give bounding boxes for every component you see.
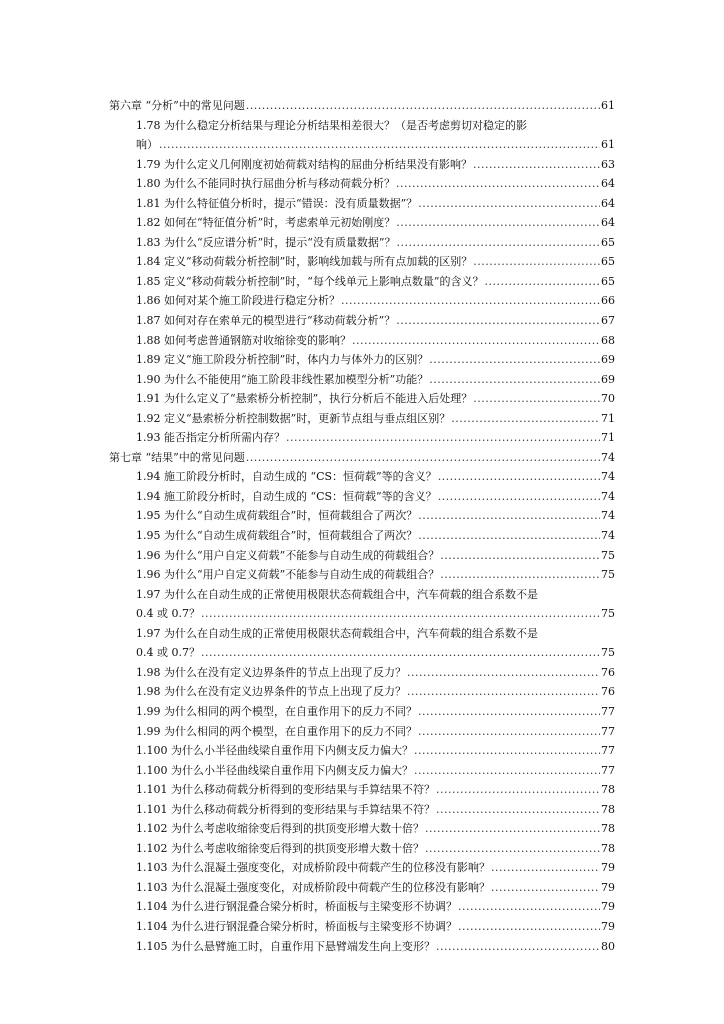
toc-item <box>109 839 615 859</box>
toc-entry-title: 1.96 为什么“用户自定义荷载”不能参与自动生成的荷载组合？ <box>136 568 440 582</box>
toc-leader-dots <box>414 741 600 761</box>
toc-leader-dots <box>407 663 600 683</box>
toc-item <box>109 722 615 742</box>
toc-entry-title: 1.105 为什么悬臂施工时，自重作用下悬臂端发生向上变形？ <box>136 939 435 953</box>
toc-leader-dots <box>418 194 600 214</box>
toc-item <box>109 213 615 233</box>
toc-page-number: 70 <box>601 392 615 406</box>
toc-leader-dots <box>418 702 600 722</box>
toc-chapter-heading <box>109 96 615 116</box>
toc-entry-title: 1.104 为什么进行钢混叠合梁分析时，桥面板与主梁变形不协调？ <box>136 900 457 914</box>
toc-item <box>109 409 615 429</box>
toc-entry-title: 1.102 为什么考虑收缩徐变后得到的拱顶变形增大数十倍？ <box>136 841 424 855</box>
toc-page-number: 77 <box>601 704 615 718</box>
toc-entry-title: 1.85 定义“移动荷载分析控制”时，“每个线单元上影响点数量”的含义？ <box>136 274 484 288</box>
toc-leader-dots <box>458 897 600 917</box>
toc-page-number: 78 <box>601 841 615 855</box>
toc-leader-dots <box>440 546 600 566</box>
toc-entry-title: 第七章 “结果”中的常见问题 <box>109 450 245 464</box>
toc-leader-dots <box>436 937 600 957</box>
toc-item <box>109 663 615 683</box>
toc-entry-title: 1.98 为什么在没有定义边界条件的节点上出现了反力？ <box>136 685 406 699</box>
toc-leader-dots <box>396 233 600 253</box>
toc-leader-dots <box>436 780 600 800</box>
toc-item <box>109 624 615 663</box>
toc-page-number: 75 <box>601 548 615 562</box>
toc-entry-title: 1.94 施工阶段分析时，自动生成的 “CS：恒荷载”等的含义？ <box>136 470 437 484</box>
toc-item <box>109 252 615 272</box>
toc-leader-dots <box>491 878 600 898</box>
toc-item <box>109 370 615 390</box>
toc-leader-dots <box>491 858 600 878</box>
toc-page-number: 78 <box>601 822 615 836</box>
toc-entry-title-continued: 0.4 或 0.7？ <box>136 607 200 621</box>
toc-page-number: 78 <box>601 802 615 816</box>
toc-entry-title: 1.81 为什么特征值分析时，提示“错误：没有质量数据”？ <box>136 196 418 210</box>
toc-page-number: 74 <box>601 450 615 464</box>
toc-item <box>109 291 615 311</box>
toc-page-number: 74 <box>601 489 615 503</box>
toc-entry-title: 1.83 为什么“反应谱分析”时，提示“没有质量数据”？ <box>136 235 396 249</box>
toc-page-number: 77 <box>601 744 615 758</box>
toc-page-number: 63 <box>601 157 615 171</box>
toc-item <box>109 780 615 800</box>
toc-entry-title: 1.97 为什么在自动生成的正常使用极限状态荷载组合中，汽车荷载的组合系数不是 <box>136 587 538 601</box>
toc-entry-title: 1.102 为什么考虑收缩徐变后得到的拱顶变形增大数十倍？ <box>136 822 424 836</box>
toc-entry-title: 1.97 为什么在自动生成的正常使用极限状态荷载组合中，汽车荷载的组合系数不是 <box>136 626 538 640</box>
toc-entry-title: 1.100 为什么小半径曲线梁自重作用下内侧支反力偏大？ <box>136 744 413 758</box>
toc-page-number: 76 <box>601 665 615 679</box>
toc-item <box>109 937 615 957</box>
toc-page-number: 65 <box>601 274 615 288</box>
toc-entry-title: 1.78 为什么稳定分析结果与理论分析结果相差很大？（是否考虑剪切对稳定的影 <box>136 118 527 132</box>
toc-leader-dots <box>201 604 600 624</box>
toc-entry-title: 1.101 为什么移动荷载分析得到的变形结果与手算结果不符？ <box>136 802 435 816</box>
toc-page-number: 77 <box>601 763 615 777</box>
toc-entry-title: 1.96 为什么“用户自定义荷载”不能参与自动生成的荷载组合？ <box>136 548 440 562</box>
toc-entry-title: 1.95 为什么“自动生成荷载组合”时，恒荷载组合了两次？ <box>136 529 418 543</box>
toc-leader-dots <box>473 252 600 272</box>
toc-leader-dots <box>438 487 600 507</box>
toc-entry-title: 1.91 为什么定义了“悬索桥分析控制”，执行分析后不能进入后处理？ <box>136 392 473 406</box>
toc-entry-title: 1.98 为什么在没有定义边界条件的节点上出现了反力？ <box>136 665 406 679</box>
toc-entry-title: 1.103 为什么混凝土强度变化，对成桥阶段中荷载产生的位移没有影响？ <box>136 880 490 894</box>
toc-item <box>109 702 615 722</box>
toc-item <box>109 761 615 781</box>
toc-item <box>109 546 615 566</box>
toc-leader-dots <box>407 682 600 702</box>
toc-entry-title: 1.92 定义“悬索桥分析控制数据”时，更新节点组与垂点组区别？ <box>136 411 451 425</box>
toc-entry-title: 1.93 能否指定分析所需内存？ <box>136 431 285 445</box>
toc-item <box>109 858 615 878</box>
toc-page-number: 69 <box>601 372 615 386</box>
toc-page-number: 79 <box>601 880 615 894</box>
toc-item <box>109 506 615 526</box>
toc-page-number: 79 <box>601 900 615 914</box>
toc-entry-title: 1.101 为什么移动荷载分析得到的变形结果与手算结果不符？ <box>136 783 435 797</box>
toc-page-number: 71 <box>601 431 615 445</box>
toc-leader-dots <box>418 506 600 526</box>
toc-leader-dots <box>159 135 600 155</box>
toc-page-number: 79 <box>601 861 615 875</box>
toc-entry-title: 1.99 为什么相同的两个模型，在自重作用下的反力不同？ <box>136 704 417 718</box>
toc-page-number: 64 <box>601 216 615 230</box>
toc-page-number: 61 <box>601 138 615 152</box>
toc-leader-dots <box>429 370 600 390</box>
toc-leader-dots <box>418 526 600 546</box>
toc-entry-title: 1.84 定义“移动荷载分析控制”时，影响线加载与所有点加载的区别？ <box>136 255 473 269</box>
toc-entry-title: 1.80 为什么不能同时执行屈曲分析与移动荷载分析？ <box>136 177 395 191</box>
toc-item <box>109 800 615 820</box>
toc-item <box>109 272 615 292</box>
toc-page-number: 66 <box>601 294 615 308</box>
toc-leader-dots <box>438 467 600 487</box>
toc-entry-title: 1.79 为什么定义几何刚度初始荷载对结构的屈曲分析结果没有影响？ <box>136 157 472 171</box>
toc-page-number: 71 <box>601 411 615 425</box>
toc-item <box>109 917 615 937</box>
toc-entry-title-continued: 0.4 或 0.7？ <box>136 646 200 660</box>
toc-page-number: 74 <box>601 529 615 543</box>
toc-item <box>109 487 615 507</box>
table-of-contents <box>109 96 615 956</box>
toc-entry-title: 1.104 为什么进行钢混叠合梁分析时，桥面板与主梁变形不协调？ <box>136 919 457 933</box>
toc-leader-dots <box>429 350 600 370</box>
toc-page-number: 67 <box>601 314 615 328</box>
toc-page-number: 68 <box>601 333 615 347</box>
toc-entry-title: 1.87 如何对存在索单元的模型进行“移动荷载分析”？ <box>136 314 396 328</box>
toc-leader-dots <box>440 565 600 585</box>
toc-page-number: 64 <box>601 177 615 191</box>
toc-page-number: 61 <box>601 99 615 112</box>
toc-page-number: 65 <box>601 235 615 249</box>
toc-page-number: 77 <box>601 724 615 738</box>
toc-page-number: 74 <box>601 509 615 523</box>
toc-item <box>109 116 615 155</box>
toc-leader-dots <box>396 311 600 331</box>
toc-page-number: 65 <box>601 255 615 269</box>
toc-leader-dots <box>436 800 600 820</box>
toc-page-number: 75 <box>601 607 615 621</box>
toc-item <box>109 819 615 839</box>
toc-item <box>109 585 615 624</box>
toc-item <box>109 331 615 351</box>
toc-leader-dots <box>473 389 600 409</box>
toc-leader-dots <box>246 448 600 468</box>
toc-leader-dots <box>341 291 600 311</box>
toc-entry-title: 1.95 为什么“自动生成荷载组合”时，恒荷载组合了两次？ <box>136 509 418 523</box>
toc-item <box>109 526 615 546</box>
toc-item <box>109 194 615 214</box>
toc-page-number: 76 <box>601 685 615 699</box>
toc-item <box>109 350 615 370</box>
toc-entry-title: 1.103 为什么混凝土强度变化，对成桥阶段中荷载产生的位移没有影响？ <box>136 861 490 875</box>
toc-leader-dots <box>458 917 600 937</box>
toc-item <box>109 565 615 585</box>
toc-item <box>109 878 615 898</box>
toc-page-number: 69 <box>601 353 615 367</box>
toc-item <box>109 897 615 917</box>
toc-leader-dots <box>201 643 600 663</box>
toc-leader-dots <box>414 761 600 781</box>
toc-item <box>109 311 615 331</box>
toc-item <box>109 389 615 409</box>
toc-page-number: 78 <box>601 783 615 797</box>
toc-entry-title: 1.99 为什么相同的两个模型，在自重作用下的反力不同？ <box>136 724 417 738</box>
toc-leader-dots <box>451 409 600 429</box>
toc-chapter-heading <box>109 448 615 468</box>
toc-leader-dots <box>425 839 600 859</box>
toc-entry-title: 1.86 如何对某个施工阶段进行稳定分析？ <box>136 294 340 308</box>
toc-leader-dots <box>418 722 600 742</box>
toc-page-number: 79 <box>601 919 615 933</box>
toc-item <box>109 741 615 761</box>
toc-leader-dots <box>425 819 600 839</box>
toc-entry-title: 1.82 如何在“特征值分析”时，考虑索单元初始刚度？ <box>136 216 396 230</box>
toc-page-number: 75 <box>601 568 615 582</box>
toc-item <box>109 155 615 175</box>
toc-item <box>109 467 615 487</box>
toc-leader-dots <box>396 174 600 194</box>
toc-entry-title: 1.89 定义“施工阶段分析控制”时，体内力与体外力的区别？ <box>136 353 429 367</box>
toc-leader-dots <box>352 331 600 351</box>
toc-leader-dots <box>473 155 600 175</box>
toc-leader-dots <box>286 428 600 448</box>
toc-item <box>109 428 615 448</box>
toc-leader-dots <box>484 272 600 292</box>
toc-entry-title: 1.90 为什么不能使用“施工阶段非线性累加模型分析”功能？ <box>136 372 429 386</box>
toc-item <box>109 682 615 702</box>
toc-page-number: 74 <box>601 470 615 484</box>
toc-entry-title: 第六章 “分析”中的常见问题 <box>109 99 245 112</box>
toc-entry-title: 1.88 如何考虑普通钢筋对收缩徐变的影响？ <box>136 333 351 347</box>
toc-page-number: 64 <box>601 196 615 210</box>
toc-leader-dots <box>246 96 600 116</box>
toc-leader-dots <box>396 213 600 233</box>
toc-page-number: 80 <box>601 939 615 953</box>
toc-page-number: 75 <box>601 646 615 660</box>
toc-entry-title: 1.100 为什么小半径曲线梁自重作用下内侧支反力偏大？ <box>136 763 413 777</box>
toc-item <box>109 233 615 253</box>
toc-entry-title: 1.94 施工阶段分析时，自动生成的 “CS：恒荷载”等的含义？ <box>136 489 437 503</box>
toc-item <box>109 174 615 194</box>
toc-entry-title-continued: 响） <box>136 138 158 152</box>
